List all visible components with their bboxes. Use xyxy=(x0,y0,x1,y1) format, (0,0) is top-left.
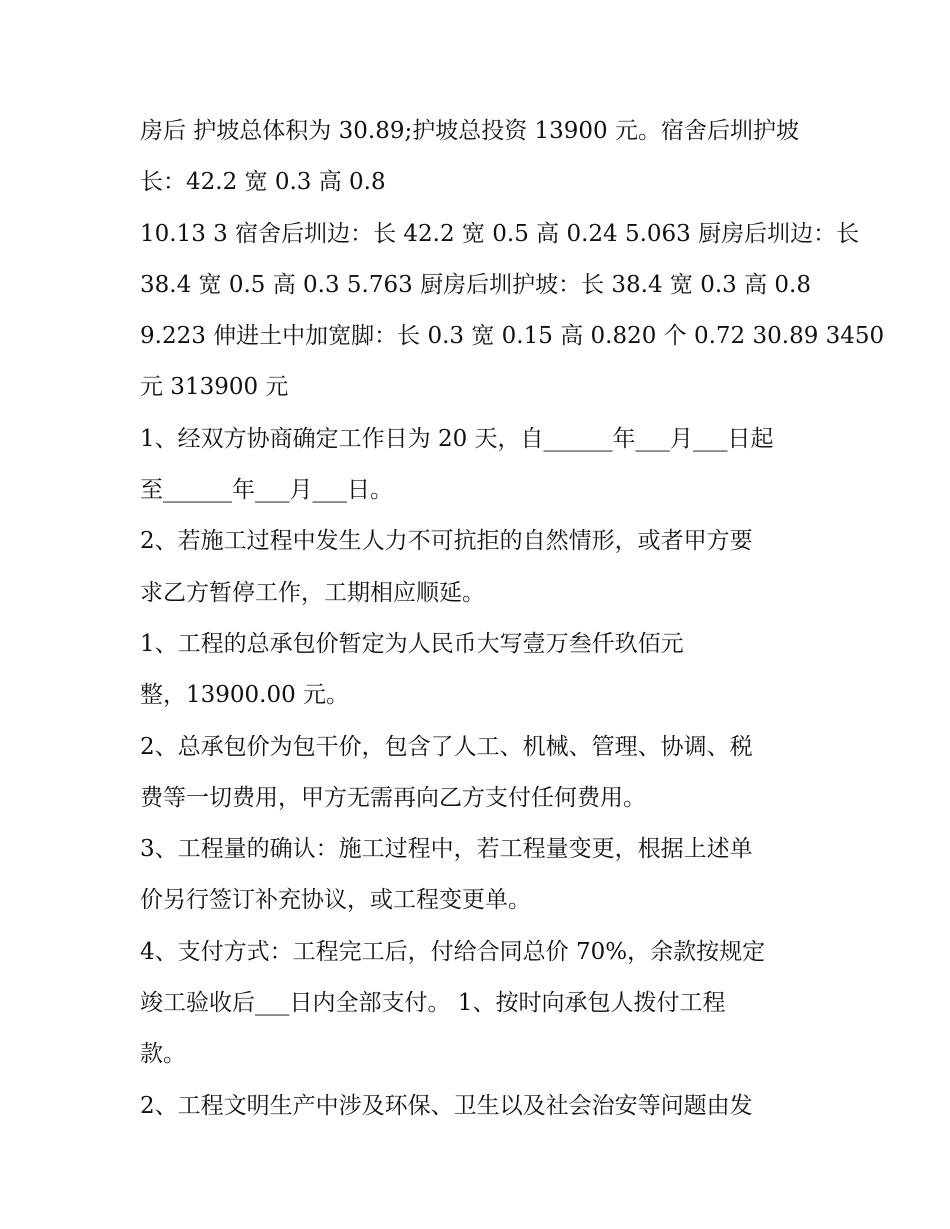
text-line: 2、总承包价为包干价，包含了人工、机械、管理、协调、税 xyxy=(140,733,753,760)
text-line: 款。 xyxy=(140,1041,186,1068)
text-line: 竣工验收后___日内全部支付。 1、按时向承包人拨付工程 xyxy=(140,990,726,1017)
text-line: 元 313900 元 xyxy=(140,374,289,401)
text-line: 3、工程量的确认：施工过程中，若工程量变更，根据上述单 xyxy=(140,836,753,863)
text-line: 2、若施工过程中发生人力不可抗拒的自然情形，或者甲方要 xyxy=(140,528,753,555)
text-line: 2、工程文明生产中涉及环保、卫生以及社会治安等问题由发 xyxy=(140,1092,753,1119)
text-line: 9.223 伸进土中加宽脚：长 0.3 宽 0.15 高 0.820 个 0.72 30.89 3450 xyxy=(140,323,885,350)
text-line: 求乙方暂停工作，工期相应顺延。 xyxy=(140,579,485,606)
text-line: 整，13900.00 元。 xyxy=(140,682,350,709)
text-line: 10.13 3 宿舍后圳边：长 42.2 宽 0.5 高 0.24 5.063 厨房后圳边：长 xyxy=(140,220,860,247)
text-line: 1、经双方协商确定工作日为 20 天，自______年___月___日起 xyxy=(140,425,774,452)
text-line: 费等一切费用，甲方无需再向乙方支付任何费用。 xyxy=(140,784,646,811)
text-line: 1、工程的总承包价暂定为人民币大写壹万叁仟玖佰元 xyxy=(140,630,684,657)
text-line: 4、支付方式：工程完工后，付给合同总价 70%，余款按规定 xyxy=(140,938,766,965)
text-line: 价另行签订补充协议，或工程变更单。 xyxy=(140,887,531,914)
text-line: 至______年___月___日。 xyxy=(140,477,393,504)
document-body xyxy=(140,106,885,1132)
text-line: 房后 护坡总体积为 30.89;护坡总投资 13900 元。宿舍后圳护坡 xyxy=(140,118,800,144)
text-line: 38.4 宽 0.5 高 0.3 5.763 厨房后圳护坡：长 38.4 宽 0.3 高 0.8 xyxy=(140,271,811,298)
text-line: 长：42.2 宽 0.3 高 0.8 xyxy=(140,169,386,196)
